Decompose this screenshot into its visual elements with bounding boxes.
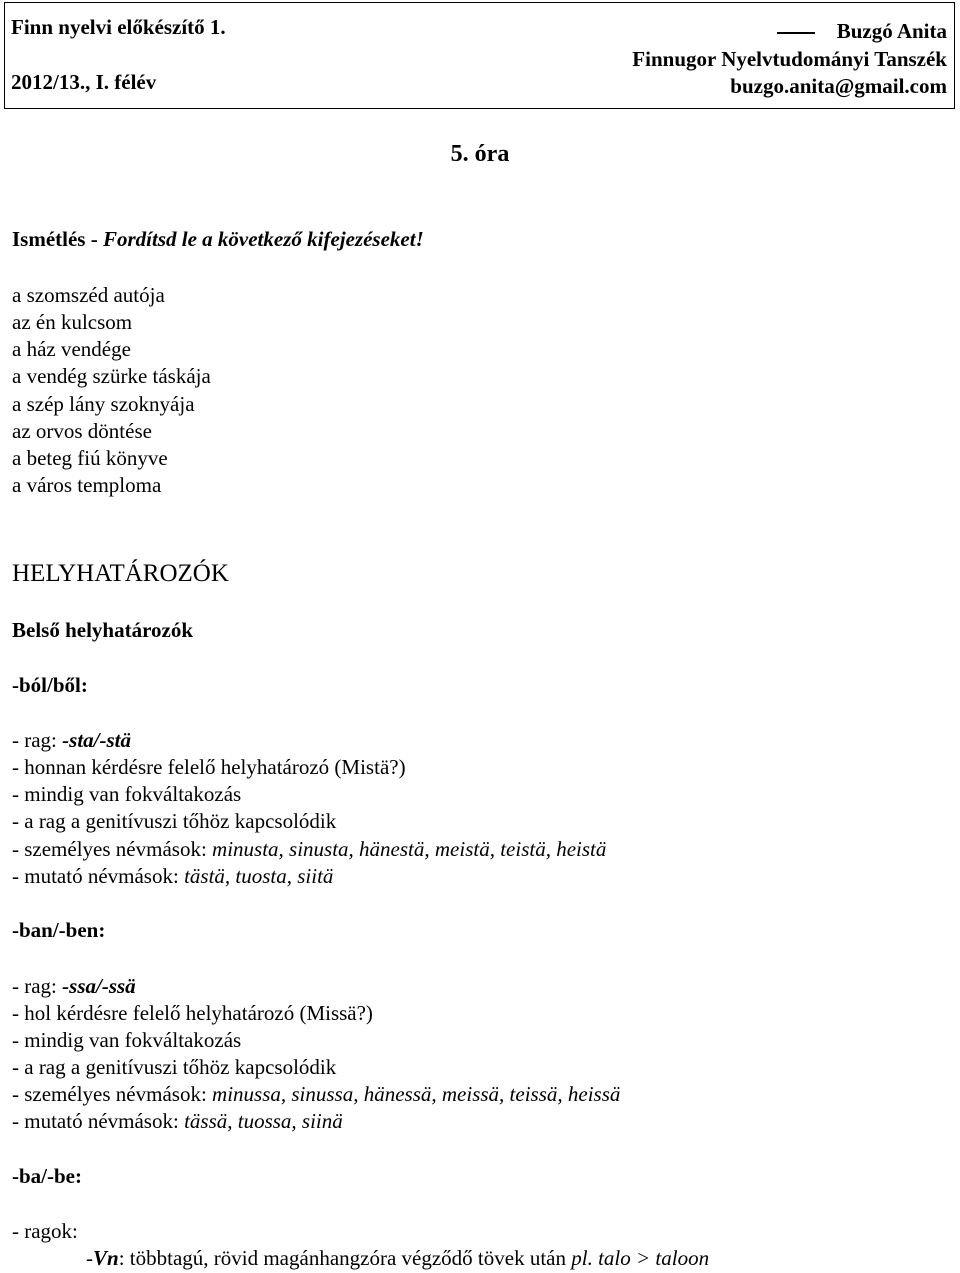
- ban-stem: - a rag a genitívuszi tőhöz kapcsolódik: [12, 1055, 337, 1079]
- review-heading-label: Ismétlés -: [12, 227, 103, 251]
- review-heading: [12, 227, 424, 252]
- ban-question: - hol kérdésre felelő helyhatározó (Missä?): [12, 1001, 373, 1025]
- rag-suffix: -sta/-stä: [62, 728, 131, 752]
- rule-text: : többtagú, rövid magánhangzóra végződő tövek után: [118, 1246, 572, 1270]
- review-item: a szép lány szoknyája: [12, 392, 195, 416]
- ban-gradation: - mindig van fokváltakozás: [12, 1028, 242, 1052]
- demonstrative-label: - mutató névmások:: [12, 1109, 185, 1133]
- rag-suffix: -ssa/-ssä: [62, 974, 136, 998]
- review-item: a beteg fiú könyve: [12, 446, 168, 470]
- review-item: a város temploma: [12, 473, 162, 497]
- rag-label: - rag:: [12, 728, 63, 752]
- rag-label: - rag:: [12, 974, 63, 998]
- ban-heading: -ban/-ben:: [12, 918, 106, 942]
- author-email: buzgo.anita@gmail.com: [730, 74, 947, 98]
- bol-demonstrative-pronouns: [12, 864, 333, 889]
- course-title: Finn nyelvi előkészítő 1.: [11, 15, 226, 39]
- bol-heading: -ból/ből:: [12, 673, 88, 697]
- demonstrative-values: tästä, tuosta, siitä: [184, 864, 334, 888]
- review-item: a vendég szürke táskája: [12, 364, 211, 388]
- document-header: [4, 2, 955, 109]
- demonstrative-values: tässä, tuossa, siinä: [184, 1109, 343, 1133]
- ban-personal-pronouns: [12, 1082, 620, 1107]
- ba-heading: -ba/-be:: [12, 1164, 82, 1188]
- review-item: az orvos döntése: [12, 419, 152, 443]
- bol-stem: - a rag a genitívuszi tőhöz kapcsolódik: [12, 809, 337, 833]
- personal-label: - személyes névmások:: [12, 1082, 213, 1106]
- author-line: [777, 19, 947, 44]
- dash-mark: [777, 32, 815, 34]
- rule-example-result: taloon: [655, 1246, 710, 1270]
- rule-example-label: pl.: [571, 1246, 593, 1270]
- lesson-number: 5. óra: [450, 141, 510, 167]
- rule-dash: -: [86, 1246, 93, 1270]
- review-item: az én kulcsom: [12, 310, 133, 334]
- personal-values: minussa, sinussa, hänessä, meissä, teissä, heissä: [212, 1082, 621, 1106]
- personal-label: - személyes névmások:: [12, 837, 213, 861]
- review-item: a szomszéd autója: [12, 283, 165, 307]
- ba-rule: [86, 1246, 709, 1271]
- rule-example-base: talo >: [592, 1246, 656, 1270]
- review-heading-instruction: Fordítsd le a következő kifejezéseket!: [102, 227, 424, 251]
- review-item: a ház vendége: [12, 337, 131, 361]
- ba-rag-label: - ragok:: [12, 1219, 78, 1243]
- bol-rag: [12, 728, 131, 753]
- rule-suffix: Vn: [93, 1246, 119, 1270]
- section-title: HELYHATÁROZÓK: [12, 560, 229, 587]
- department-name: Finnugor Nyelvtudományi Tanszék: [632, 47, 947, 71]
- demonstrative-label: - mutató névmások:: [12, 864, 185, 888]
- ban-demonstrative-pronouns: [12, 1109, 343, 1134]
- bol-question: - honnan kérdésre felelő helyhatározó (Mistä?): [12, 755, 406, 779]
- personal-values: minusta, sinusta, hänestä, meistä, teistä, heistä: [212, 837, 607, 861]
- bol-personal-pronouns: [12, 837, 606, 862]
- semester-label: 2012/13., I. félév: [11, 70, 157, 94]
- subsection-title: Belső helyhatározók: [12, 618, 194, 642]
- author-name: Buzgó Anita: [836, 19, 947, 43]
- bol-gradation: - mindig van fokváltakozás: [12, 782, 242, 806]
- ban-rag: [12, 974, 136, 999]
